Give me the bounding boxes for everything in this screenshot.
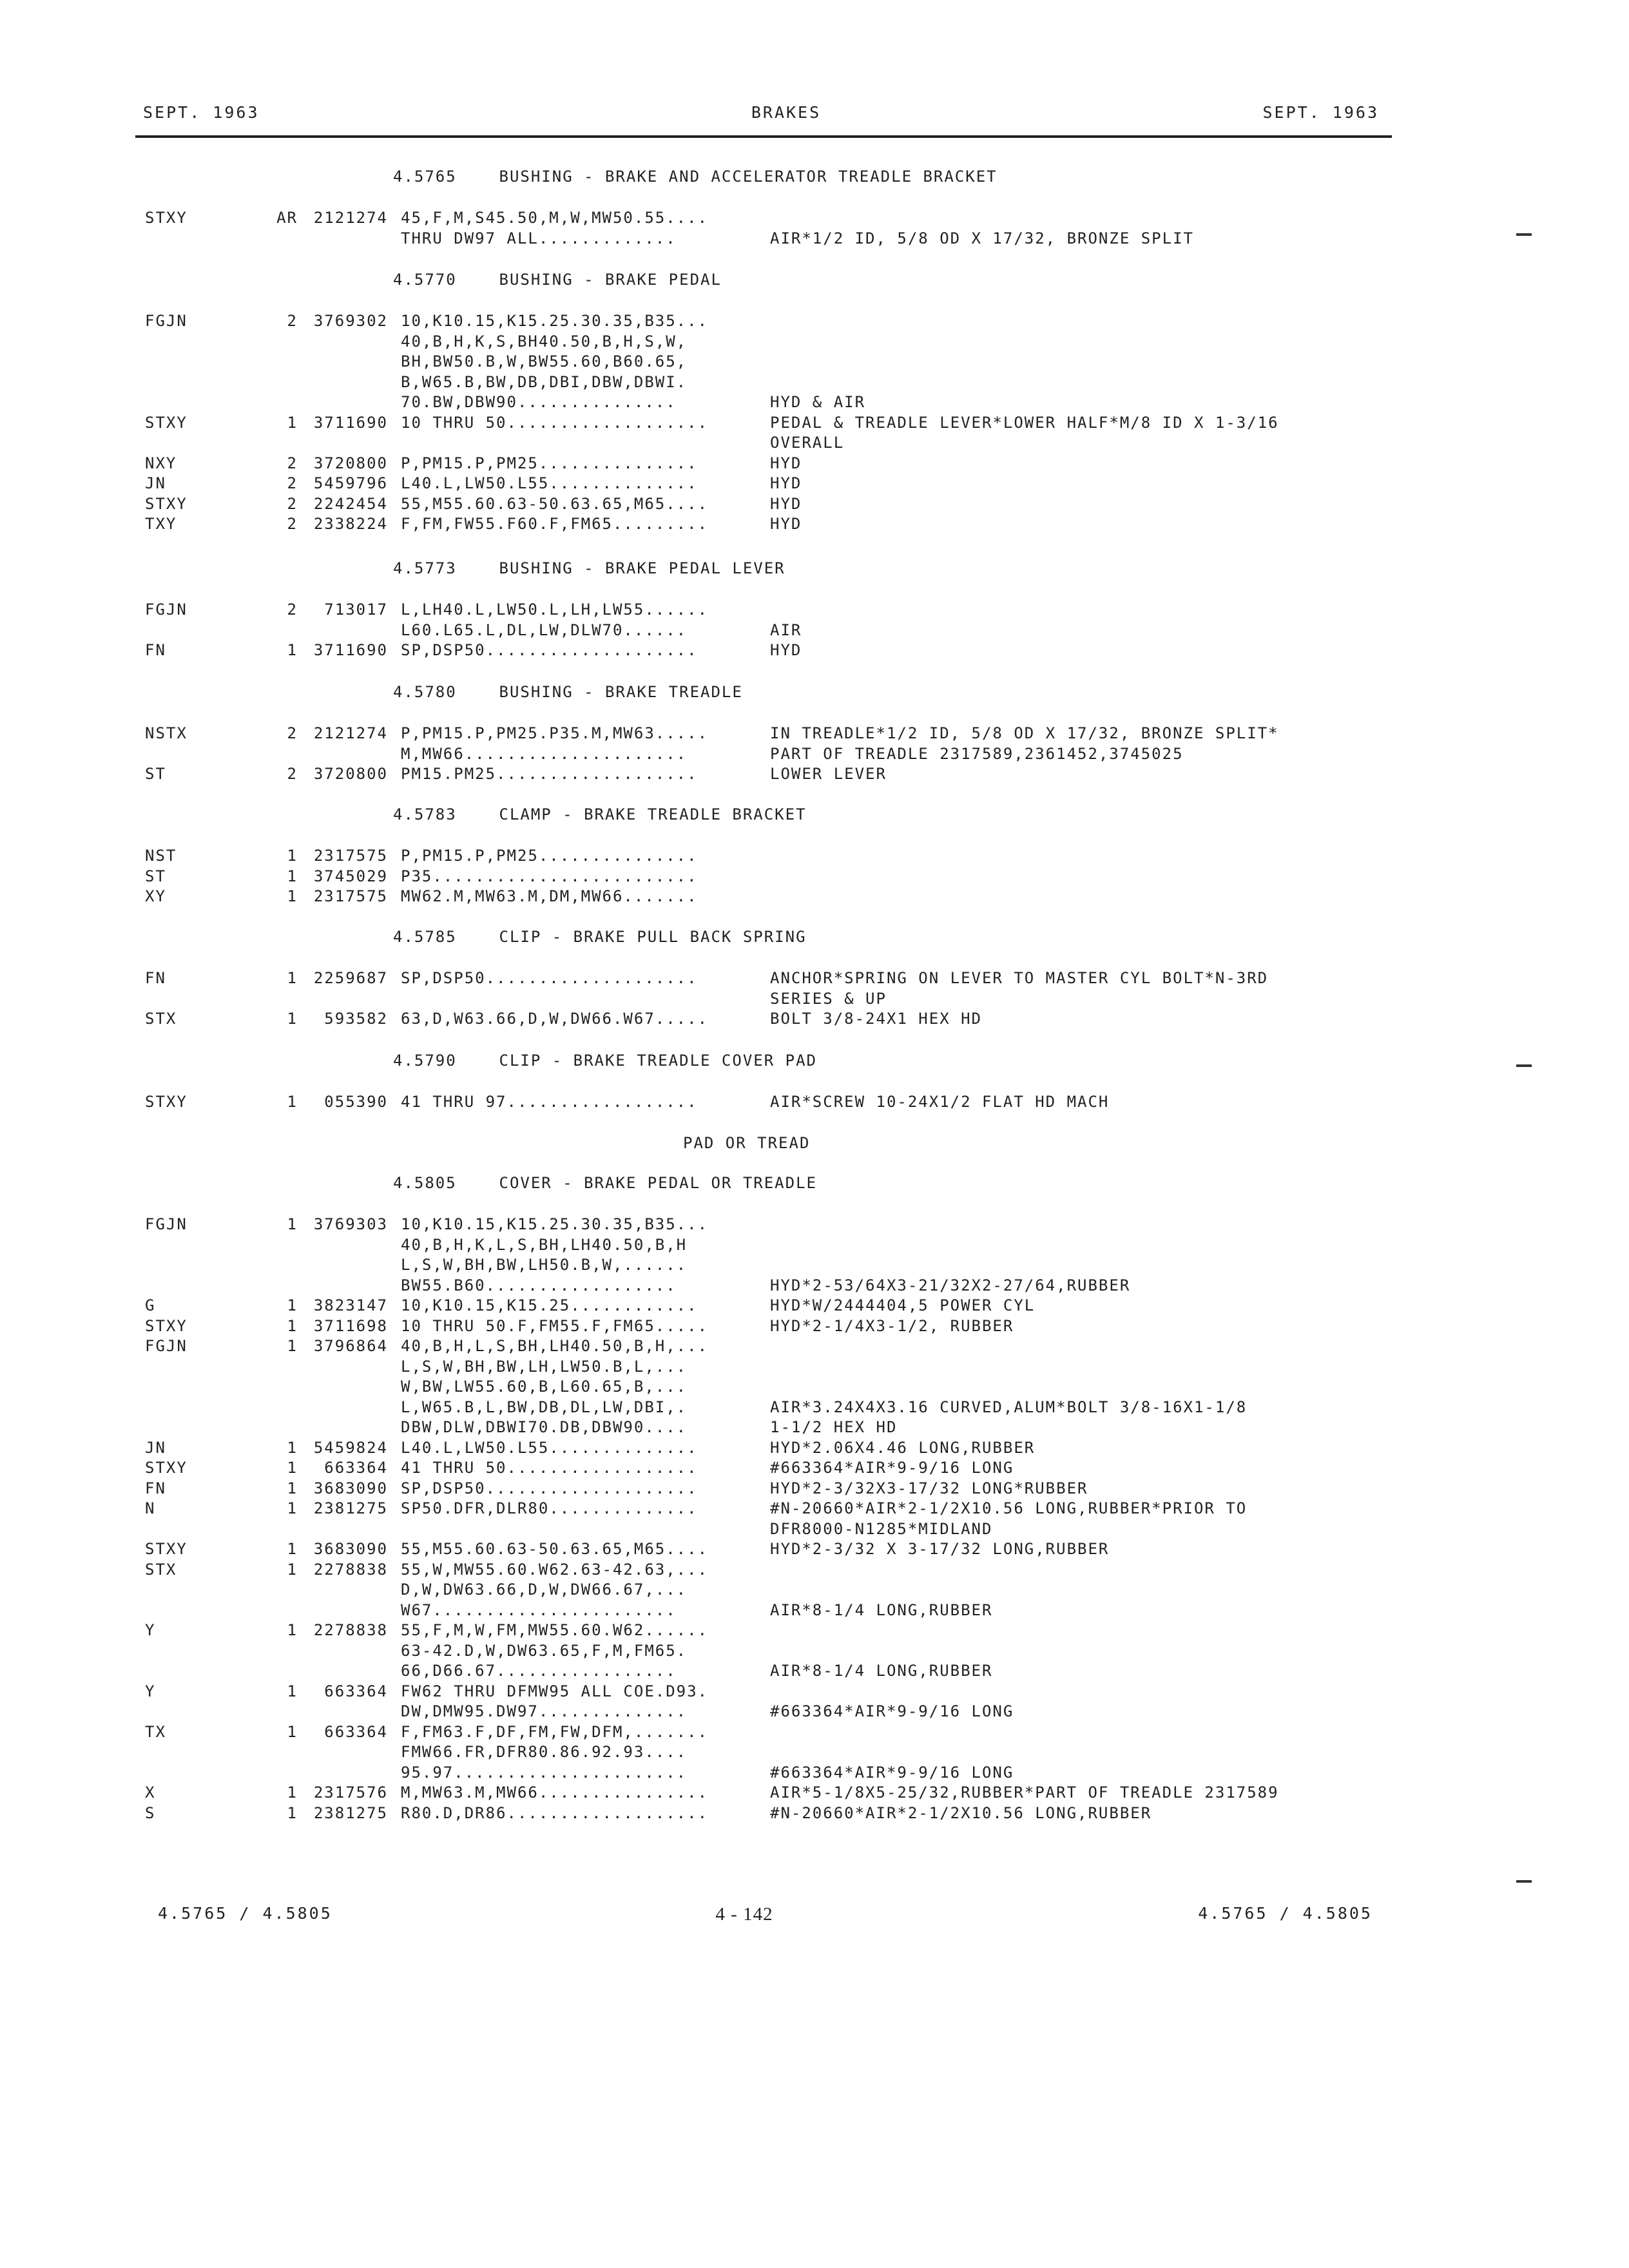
part-row	[0, 1561, 1629, 1580]
remarks: HYD	[770, 641, 802, 659]
part-number: 3720800	[313, 765, 388, 783]
quantity: 1	[287, 847, 298, 865]
model-code: STXY	[145, 1317, 188, 1335]
quantity: 1	[287, 969, 298, 987]
remarks: HYD*2-3/32 X 3-17/32 LONG,RUBBER	[770, 1540, 1110, 1558]
part-row	[0, 474, 1629, 494]
application: 40,B,H,K,L,S,BH,LH40.50,B,H	[401, 1236, 688, 1254]
application: L60.L65.L,DL,LW,DLW70......	[401, 621, 688, 639]
part-number: 2381275	[313, 1804, 388, 1822]
application: L,LH40.L,LW50.L,LH,LW55......	[401, 601, 709, 619]
model-code: STXY	[145, 209, 188, 227]
model-code: FGJN	[145, 1215, 188, 1233]
part-row	[0, 1804, 1629, 1823]
part-number: 3745029	[313, 867, 388, 885]
part-row	[0, 1743, 1629, 1762]
model-code: NXY	[145, 454, 177, 472]
quantity: 1	[287, 641, 298, 659]
application: 95.97......................	[401, 1763, 688, 1782]
quantity: 1	[287, 1723, 298, 1741]
part-number: 2338224	[313, 515, 388, 533]
application: 10,K10.15,K15.25.30.35,B35...	[401, 1215, 709, 1233]
part-number: 2121274	[313, 724, 388, 742]
model-code: S	[145, 1804, 156, 1822]
model-code: STX	[145, 1561, 177, 1579]
part-number: 3711690	[313, 641, 388, 659]
application: L,S,W,BH,BW,LH50.B,W,......	[401, 1256, 688, 1274]
remarks: HYD*2-53/64X3-21/32X2-27/64,RUBBER	[770, 1276, 1131, 1294]
quantity: 1	[287, 1439, 298, 1457]
part-row	[0, 1540, 1629, 1559]
section-title: 4.5805 COVER - BRAKE PEDAL OR TREADLE	[393, 1174, 817, 1192]
remarks: HYD	[770, 454, 802, 472]
application: P,PM15.P,PM25...............	[401, 847, 698, 865]
model-code: STXY	[145, 495, 188, 513]
remarks: AIR	[770, 621, 802, 639]
remarks: HYD*2-3/32X3-17/32 LONG*RUBBER	[770, 1479, 1088, 1497]
part-row	[0, 393, 1629, 412]
part-number: 3769303	[313, 1215, 388, 1233]
application: 40,B,H,L,S,BH,LH40.50,B,H,...	[401, 1337, 709, 1355]
part-number: 3796864	[313, 1337, 388, 1355]
quantity: 1	[287, 887, 298, 905]
application: BH,BW50.B,W,BW55.60,B60.65,	[401, 352, 688, 370]
part-number: 2259687	[313, 969, 388, 987]
remarks: AIR*1/2 ID, 5/8 OD X 17/32, BRONZE SPLIT	[770, 229, 1194, 247]
part-number: 2278838	[313, 1621, 388, 1639]
part-row	[0, 515, 1629, 534]
model-code: FGJN	[145, 1337, 188, 1355]
model-code: STXY	[145, 414, 188, 432]
part-number: 2317575	[313, 887, 388, 905]
part-number: 593582	[324, 1010, 388, 1028]
application: L40.L,LW50.L55..............	[401, 474, 698, 492]
part-row	[0, 1296, 1629, 1316]
quantity: 2	[287, 515, 298, 533]
application: MW62.M,MW63.M,DM,MW66.......	[401, 887, 698, 905]
remarks: #663364*AIR*9-9/16 LONG	[770, 1763, 1014, 1782]
application: W,BW,LW55.60,B,L60.65,B,...	[401, 1378, 688, 1396]
application: P35.........................	[401, 867, 698, 885]
remarks: #663364*AIR*9-9/16 LONG	[770, 1702, 1014, 1720]
margin-mark	[1516, 1880, 1532, 1883]
model-code: FGJN	[145, 312, 188, 330]
section-title: 4.5790 CLIP - BRAKE TREADLE COVER PAD	[393, 1052, 817, 1070]
part-row	[0, 1439, 1629, 1458]
application: D,W,DW63.66,D,W,DW66.67,...	[401, 1581, 688, 1599]
model-code: TX	[145, 1723, 166, 1741]
application: 41 THRU 50..................	[401, 1459, 698, 1477]
application: 55,M55.60.63-50.63.65,M65....	[401, 1540, 709, 1558]
quantity: 2	[287, 474, 298, 492]
application: DBW,DLW,DBWI70.DB,DBW90....	[401, 1418, 688, 1436]
part-number: 2317575	[313, 847, 388, 865]
part-row	[0, 352, 1629, 372]
part-number: 3711698	[313, 1317, 388, 1335]
part-number: 2242454	[313, 495, 388, 513]
part-row	[0, 641, 1629, 660]
part-row	[0, 1581, 1629, 1600]
application: B,W65.B,BW,DB,DBI,DBW,DBWI.	[401, 373, 688, 391]
part-row	[0, 1642, 1629, 1661]
header-date-right: SEPT. 1963	[1262, 103, 1379, 122]
application: 66,D66.67.................	[401, 1662, 677, 1680]
part-row	[0, 1236, 1629, 1255]
remarks: HYD*2-1/4X3-1/2, RUBBER	[770, 1317, 1014, 1335]
remarks: #663364*AIR*9-9/16 LONG	[770, 1459, 1014, 1477]
part-row	[0, 1723, 1629, 1742]
part-row	[0, 1358, 1629, 1377]
footer-range-right: 4.5765 / 4.5805	[1198, 1904, 1373, 1923]
model-code: Y	[145, 1682, 156, 1700]
quantity: 1	[287, 1783, 298, 1802]
part-row	[0, 312, 1629, 331]
application: PM15.PM25...................	[401, 765, 698, 783]
application: 55,M55.60.63-50.63.65,M65....	[401, 495, 709, 513]
quantity: 1	[287, 1561, 298, 1579]
part-row	[0, 724, 1629, 744]
part-number: 713017	[324, 601, 388, 619]
part-number: 3711690	[313, 414, 388, 432]
quantity: 1	[287, 1459, 298, 1477]
section-title: 4.5765 BUSHING - BRAKE AND ACCELERATOR TREADLE BRACKET	[393, 168, 998, 186]
part-row	[0, 1783, 1629, 1803]
part-number: 2381275	[313, 1499, 388, 1517]
remarks: HYD*W/2444404,5 POWER CYL	[770, 1296, 1036, 1314]
quantity: 1	[287, 1479, 298, 1497]
model-code: G	[145, 1296, 156, 1314]
section-title: 4.5780 BUSHING - BRAKE TREADLE	[393, 683, 743, 701]
subheading: PAD OR TREAD	[683, 1134, 811, 1152]
remarks: 1-1/2 HEX HD	[770, 1418, 898, 1436]
part-row	[0, 373, 1629, 392]
quantity: 2	[287, 601, 298, 619]
part-row	[0, 454, 1629, 474]
remarks: AIR*SCREW 10-24X1/2 FLAT HD MACH	[770, 1093, 1110, 1111]
application: F,FM,FW55.F60.F,FM65.........	[401, 515, 709, 533]
remarks: AIR*3.24X4X3.16 CURVED,ALUM*BOLT 3/8-16X1-1/8	[770, 1398, 1248, 1416]
part-row	[0, 1398, 1629, 1418]
application: 63,D,W63.66,D,W,DW66.W67.....	[401, 1010, 709, 1028]
application: SP50.DFR,DLR80..............	[401, 1499, 698, 1517]
model-code: STX	[145, 1010, 177, 1028]
quantity: 1	[287, 1215, 298, 1233]
quantity: 1	[287, 1010, 298, 1028]
part-row	[0, 1662, 1629, 1681]
quantity: 1	[287, 1682, 298, 1700]
part-row	[0, 1337, 1629, 1356]
remarks: ANCHOR*SPRING ON LEVER TO MASTER CYL BOLT*N-3RD	[770, 969, 1269, 987]
part-row	[0, 1763, 1629, 1783]
application: FW62 THRU DFMW95 ALL COE.D93.	[401, 1682, 709, 1700]
model-code: ST	[145, 765, 166, 783]
application: W67.......................	[401, 1601, 677, 1619]
application: 10,K10.15,K15.25.30.35,B35...	[401, 312, 709, 330]
remarks: PEDAL & TREADLE LEVER*LOWER HALF*M/8 ID X 1-3/16	[770, 414, 1279, 432]
application: 40,B,H,K,S,BH40.50,B,H,S,W,	[401, 332, 688, 351]
application: L,W65.B,L,BW,DB,DL,LW,DBI,.	[401, 1398, 688, 1416]
remarks: DFR8000-N1285*MIDLAND	[770, 1520, 993, 1538]
application: M,MW63.M,MW66................	[401, 1783, 709, 1802]
page-number: 4 - 142	[715, 1904, 773, 1925]
model-code: X	[145, 1783, 156, 1802]
part-row	[0, 1418, 1629, 1437]
part-number: 663364	[324, 1682, 388, 1700]
quantity: 1	[287, 1804, 298, 1822]
remarks: OVERALL	[770, 434, 845, 452]
quantity: 1	[287, 1621, 298, 1639]
footer-range-left: 4.5765 / 4.5805	[158, 1904, 333, 1923]
part-number: 663364	[324, 1459, 388, 1477]
margin-mark	[1516, 1064, 1532, 1067]
part-number: 2317576	[313, 1783, 388, 1802]
header-title: BRAKES	[751, 103, 822, 122]
application: 70.BW,DBW90...............	[401, 393, 677, 411]
part-row	[0, 1601, 1629, 1620]
part-row	[0, 847, 1629, 866]
application: P,PM15.P,PM25...............	[401, 454, 698, 472]
part-number: 3823147	[313, 1296, 388, 1314]
application: 10,K10.15,K15.25............	[401, 1296, 698, 1314]
remarks: BOLT 3/8-24X1 HEX HD	[770, 1010, 982, 1028]
remarks: IN TREADLE*1/2 ID, 5/8 OD X 17/32, BRONZE SPLIT*	[770, 724, 1279, 742]
remarks: HYD	[770, 515, 802, 533]
part-row	[0, 332, 1629, 352]
quantity: 2	[287, 765, 298, 783]
remarks: PART OF TREADLE 2317589,2361452,3745025	[770, 745, 1184, 763]
application: 10 THRU 50...................	[401, 414, 709, 432]
application: 55,W,MW55.60.W62.63-42.63,...	[401, 1561, 709, 1579]
part-row	[0, 1479, 1629, 1499]
part-row	[0, 1317, 1629, 1336]
model-code: FGJN	[145, 601, 188, 619]
part-row	[0, 765, 1629, 784]
remarks: HYD & AIR	[770, 393, 866, 411]
part-row	[0, 1256, 1629, 1275]
application: 63-42.D,W,DW63.65,F,M,FM65.	[401, 1642, 688, 1660]
model-code: JN	[145, 1439, 166, 1457]
quantity: 1	[287, 1317, 298, 1335]
remarks: HYD*2.06X4.46 LONG,RUBBER	[770, 1439, 1036, 1457]
header-rule	[135, 135, 1392, 138]
quantity: 1	[287, 1093, 298, 1111]
part-number: 3769302	[313, 312, 388, 330]
application: 10 THRU 50.F,FM55.F,FM65.....	[401, 1317, 709, 1335]
part-row	[0, 1378, 1629, 1397]
section-title: 4.5785 CLIP - BRAKE PULL BACK SPRING	[393, 928, 807, 946]
part-row	[0, 1682, 1629, 1702]
application: 55,F,M,W,FM,MW55.60.W62......	[401, 1621, 709, 1639]
model-code: N	[145, 1499, 156, 1517]
quantity: 2	[287, 724, 298, 742]
model-code: STXY	[145, 1093, 188, 1111]
remarks: AIR*8-1/4 LONG,RUBBER	[770, 1601, 993, 1619]
model-code: FN	[145, 1479, 166, 1497]
part-row	[0, 495, 1629, 514]
part-row	[0, 209, 1629, 228]
model-code: FN	[145, 969, 166, 987]
part-row	[0, 601, 1629, 620]
application: P,PM15.P,PM25.P35.M,MW63.....	[401, 724, 709, 742]
part-number: 663364	[324, 1723, 388, 1741]
application: SP,DSP50....................	[401, 1479, 698, 1497]
model-code: NST	[145, 847, 177, 865]
part-number: 3720800	[313, 454, 388, 472]
part-row	[0, 229, 1629, 249]
section-title: 4.5770 BUSHING - BRAKE PEDAL	[393, 271, 722, 289]
part-row	[0, 745, 1629, 764]
part-row	[0, 867, 1629, 887]
quantity: 1	[287, 1337, 298, 1355]
model-code: XY	[145, 887, 166, 905]
remarks: #N-20660*AIR*2-1/2X10.56 LONG,RUBBER	[770, 1804, 1152, 1822]
remarks: HYD	[770, 495, 802, 513]
part-row	[0, 621, 1629, 640]
model-code: TXY	[145, 515, 177, 533]
application: M,MW66.....................	[401, 745, 688, 763]
part-row	[0, 414, 1629, 433]
quantity: 1	[287, 414, 298, 432]
application: F,FM63.F,DF,FM,FW,DFM,.......	[401, 1723, 709, 1741]
section-title: 4.5773 BUSHING - BRAKE PEDAL LEVER	[393, 559, 786, 577]
application: FMW66.FR,DFR80.86.92.93....	[401, 1743, 688, 1761]
application: 41 THRU 97..................	[401, 1093, 698, 1111]
quantity: 1	[287, 1296, 298, 1314]
part-row	[0, 1621, 1629, 1640]
header-date-left: SEPT. 1963	[143, 103, 260, 122]
quantity: 2	[287, 495, 298, 513]
quantity: 1	[287, 867, 298, 885]
part-row	[0, 1499, 1629, 1519]
remarks: #N-20660*AIR*2-1/2X10.56 LONG,RUBBER*PRIOR TO	[770, 1499, 1248, 1517]
part-number: 2278838	[313, 1561, 388, 1579]
part-row	[0, 887, 1629, 907]
part-number: 5459796	[313, 474, 388, 492]
part-row	[0, 1520, 1629, 1539]
model-code: ST	[145, 867, 166, 885]
application: R80.D,DR86...................	[401, 1804, 709, 1822]
application: DW,DMW95.DW97..............	[401, 1702, 688, 1720]
model-code: STXY	[145, 1459, 188, 1477]
part-number: 3683090	[313, 1479, 388, 1497]
part-row	[0, 969, 1629, 988]
part-row	[0, 1702, 1629, 1722]
part-row	[0, 434, 1629, 453]
model-code: JN	[145, 474, 166, 492]
part-row	[0, 1093, 1629, 1112]
quantity: 1	[287, 1540, 298, 1558]
part-row	[0, 1459, 1629, 1478]
model-code: NSTX	[145, 724, 188, 742]
model-code: FN	[145, 641, 166, 659]
remarks: LOWER LEVER	[770, 765, 887, 783]
quantity: 2	[287, 454, 298, 472]
part-number: 3683090	[313, 1540, 388, 1558]
quantity: AR	[276, 209, 298, 227]
application: SP,DSP50....................	[401, 641, 698, 659]
application: SP,DSP50....................	[401, 969, 698, 987]
part-row	[0, 1010, 1629, 1029]
remarks: AIR*5-1/8X5-25/32,RUBBER*PART OF TREADLE 2317589	[770, 1783, 1279, 1802]
application: L,S,W,BH,BW,LH,LW50.B,L,...	[401, 1358, 688, 1376]
section-title: 4.5783 CLAMP - BRAKE TREADLE BRACKET	[393, 805, 807, 823]
quantity: 2	[287, 312, 298, 330]
part-number: 2121274	[313, 209, 388, 227]
part-number: 055390	[324, 1093, 388, 1111]
model-code: Y	[145, 1621, 156, 1639]
application: L40.L,LW50.L55..............	[401, 1439, 698, 1457]
part-row	[0, 1276, 1629, 1296]
application: BW55.B60..................	[401, 1276, 677, 1294]
remarks: AIR*8-1/4 LONG,RUBBER	[770, 1662, 993, 1680]
application: THRU DW97 ALL.............	[401, 229, 677, 247]
application: 45,F,M,S45.50,M,W,MW50.55....	[401, 209, 709, 227]
remarks: SERIES & UP	[770, 990, 887, 1008]
remarks: HYD	[770, 474, 802, 492]
part-row	[0, 990, 1629, 1009]
model-code: STXY	[145, 1540, 188, 1558]
quantity: 1	[287, 1499, 298, 1517]
part-row	[0, 1215, 1629, 1235]
part-number: 5459824	[313, 1439, 388, 1457]
